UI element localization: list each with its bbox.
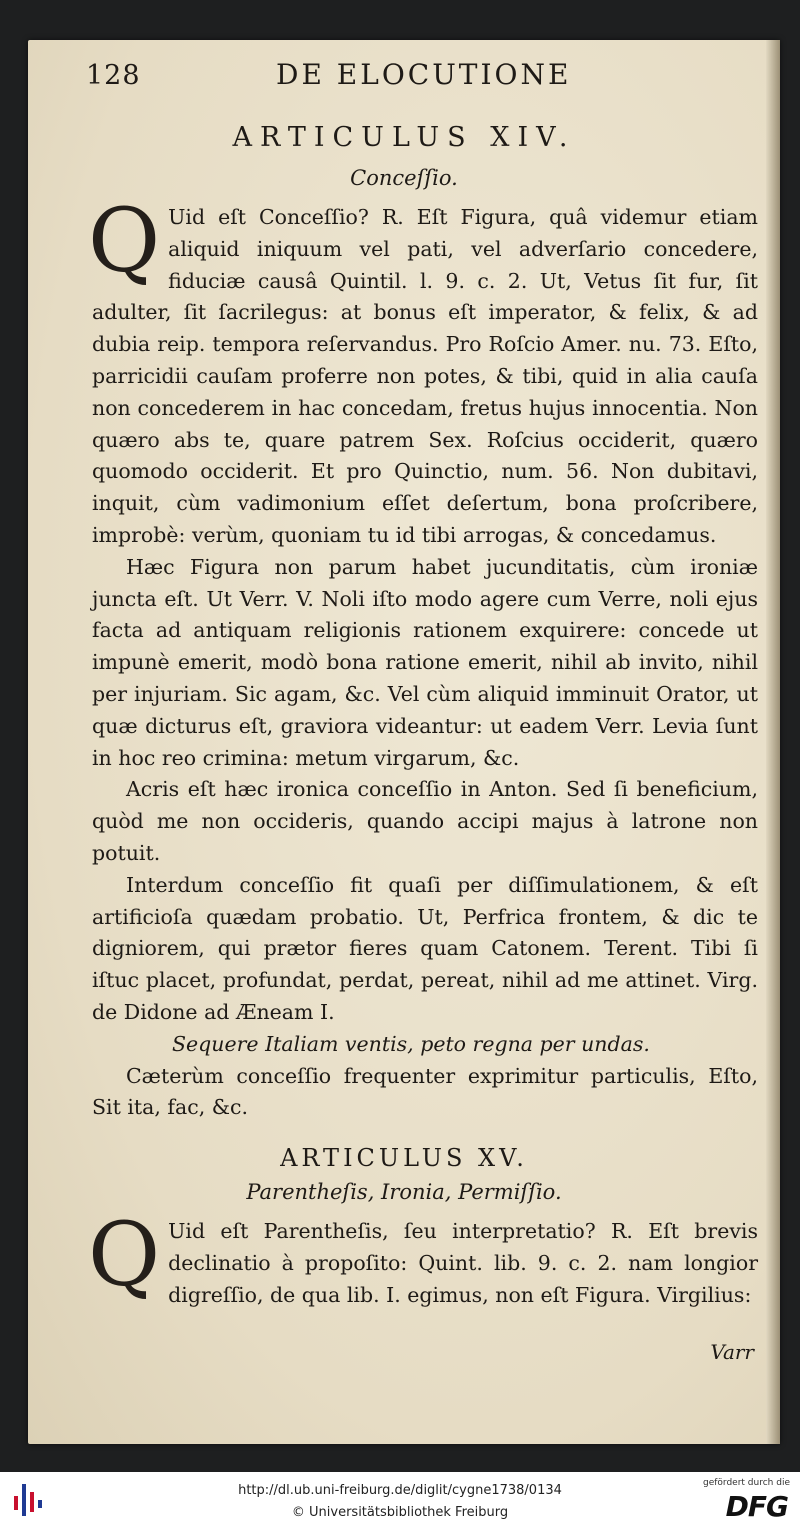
- article-subtitle: Parentheſis, Ironia, Permiſſio.: [246, 1180, 562, 1204]
- dfg-logo: DFG: [725, 1490, 788, 1523]
- verse-quote: Sequere Italiam ventis, peto regna per undas.: [172, 1031, 650, 1056]
- drop-capital: Q: [88, 189, 161, 292]
- paragraph: Acris eſt hæc ironica conceſſio in Anton. Sed ſi beneficium, quòd me non occideris, quando accipi majus à latrone non potuit.: [92, 777, 758, 865]
- page-header: [86, 58, 746, 98]
- paragraph: Hæc Figura non parum habet jucunditatis, cùm ironiæ juncta eſt. Ut Verr. V. Noli iſto modo agere cum Verre, noli ejus facta ad antiquam religionis rationem exquirere: concede ut impunè emerit, modò bona ratione emerit, nihil ab invito, nihil per injuriam. Sic agam, &c. Vel cùm aliquid imminuit Orator, ut quæ dicturus eſt, graviora videantur: ut eadem Verr. Levia ſunt in hoc reo crimina: metum virgarum, &c.: [92, 554, 758, 770]
- article-body: [88, 189, 758, 1124]
- paragraph: Interdum conceſſio fit quaſi per diſſimulationem, & eſt artificioſa quædam probatio. Ut, Perfrica frontem, & dic te digniorem, qui prætor fieres quam Catonem. Terent. Tibi ſi iſtuc placet, profundat, perdat, pereat, nihil ad me attinet. Virg. de Didone ad Æneam I.: [92, 872, 758, 1024]
- permalink[interactable]: http://dl.ub.uni-freiburg.de/diglit/cygne1738/0134: [238, 1483, 562, 1498]
- article-title: ARTICULUS XIV.: [232, 122, 576, 153]
- article-title: ARTICULUS XV.: [280, 1144, 528, 1172]
- page-number: 128: [86, 60, 141, 91]
- viewer-footer: [0, 1472, 800, 1528]
- page-gutter: [766, 40, 780, 1444]
- article-subtitle: Conceſſio.: [350, 166, 458, 190]
- book-page: [28, 40, 780, 1444]
- running-head: DE ELOCUTIONE: [276, 58, 572, 91]
- article-body: [88, 1203, 758, 1311]
- catchword: Varr: [710, 1340, 754, 1364]
- paragraph: Cæterùm conceſſio frequenter exprimitur particulis, Eſto, Sit ita, fac, &c.: [92, 1063, 758, 1120]
- paragraph: Q Uid eſt Parentheſis, ſeu interpretatio? R. Eſt brevis declinatio à propoſito: Quint. lib. 9. c. 2. nam longior digreſſio, de qua lib. I. egimus, non eſt Figura. Virgilius:: [88, 1203, 758, 1307]
- drop-capital: Q: [88, 1203, 161, 1306]
- funding-note: gefördert durch die: [703, 1478, 790, 1488]
- paragraph: Q Uid eſt Conceſſio? R. Eſt Figura, quâ videmur etiam aliquid iniquum vel pati, vel adverſario concedere, fiduciæ causâ Quintil. l. 9. c. 2. Ut, Vetus ſit fur, ſit adulter, ſit ſacrilegus: at bonus eſt imperator, & felix, & ad dubia reip. tempora reſervandus. Pro Roſcio Amer. nu. 73. Eſto, parricidii cauſam proferre non potes, & tibi, quid in alia cauſa non concederem in hac concedam, fretus hujus innocentia. Non quæro abs te, quare patrem Sex. Roſcius occiderit, quæro quomodo occiderit. Et pro Quinctio, num. 56. Non dubitavi, inquit, cùm vadimonium eſſet deſertum, bona proſcribere, improbè: verùm, quoniam tu id tibi arrogas, & concedamus.: [88, 189, 758, 547]
- copyright-notice: © Universitätsbibliothek Freiburg: [291, 1505, 509, 1520]
